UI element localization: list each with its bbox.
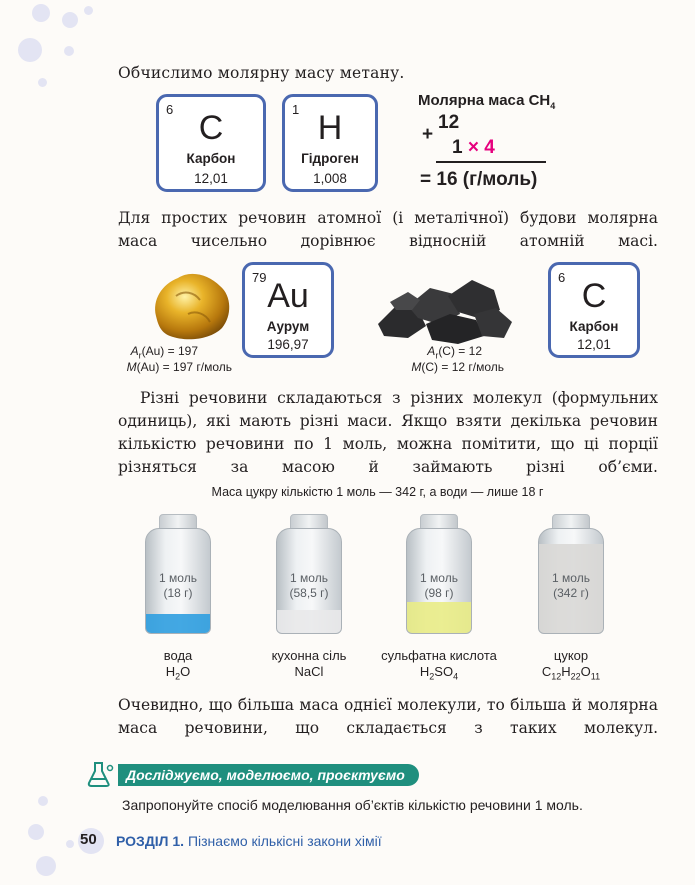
calc-result: = 16 (г/моль) xyxy=(420,169,538,190)
jar-label-amount: 1 моль xyxy=(552,571,590,585)
atomic-number: 1 xyxy=(292,102,300,117)
coal-ar-caption: $A_r(C) = 12$ xyxy=(427,344,482,361)
flask-icon xyxy=(86,760,114,788)
paragraph-conclusion: Очевидно, що більша маса однієї молекули, то більша й молярна маса речовини, що складається з таких молекул. xyxy=(118,696,658,737)
element-name: Карбон xyxy=(569,319,619,334)
element-tile-carbon-2 xyxy=(548,262,640,358)
jar-salt xyxy=(276,514,342,634)
paragraph-simple-substances: Для простих речовин атомної (і металічної) будови молярна маса чисельно дорівнює відносній атомній масі. xyxy=(118,209,658,250)
element-mass: 12,01 xyxy=(194,171,228,186)
jar-name: вода xyxy=(163,648,193,663)
calc-title: Молярна маса $CH_4$ xyxy=(418,92,556,111)
element-mass: 12,01 xyxy=(577,337,611,352)
jar-label-mass: (342 г) xyxy=(553,586,589,600)
element-tile-hydrogen xyxy=(282,94,378,192)
element-symbol: C xyxy=(581,277,607,315)
jar-name: цукор xyxy=(553,648,589,663)
paragraph-different-substances: Різні речовини складаються з різних молекул (формульних одиниць), які мають різні маси. Якщо взяти декілька речовин кількістю речовини по 1 моль, можна помітити, що ці порції різняться за масою й займають різні об’єми. xyxy=(118,389,658,476)
page-number: 50 xyxy=(80,831,97,848)
coal-m-caption: M(C) = 12 г/моль xyxy=(411,360,504,374)
jar-label-mass: (98 г) xyxy=(424,586,454,600)
calc-plus: + xyxy=(422,124,434,145)
coal-image xyxy=(368,266,518,346)
jar-label-amount: 1 моль xyxy=(290,571,328,585)
gold-m-caption: M(Au) = 197 г/моль xyxy=(126,360,232,374)
atomic-number: 79 xyxy=(252,270,267,285)
element-name: Гідроген xyxy=(301,151,359,166)
element-symbol: Au xyxy=(267,277,309,315)
calc-line2: 1 × 4 xyxy=(452,137,495,158)
jar-label-amount: 1 моль xyxy=(159,571,197,585)
footer-section-label: РОЗДІЛ 1. xyxy=(116,833,185,849)
atomic-number: 6 xyxy=(558,270,566,285)
jar-name: кухонна сіль xyxy=(271,648,347,663)
intro-text: Обчислимо молярну масу метану. xyxy=(118,64,405,82)
element-mass: 196,97 xyxy=(267,337,309,352)
element-tile-carbon xyxy=(156,94,266,192)
jar-sulfuric-acid xyxy=(406,514,472,634)
jar-formula: $H_2SO_4$ xyxy=(419,664,459,682)
jar-label-mass: (58,5 г) xyxy=(289,586,329,600)
element-mass: 1,008 xyxy=(313,171,347,186)
jar-name: сульфатна кислота xyxy=(381,648,497,663)
jar-fill xyxy=(277,610,341,633)
gold-nugget-image xyxy=(148,266,234,344)
jar-formula: $H_2O$ xyxy=(165,664,191,682)
multiplier: × 4 xyxy=(467,137,495,158)
research-banner: Досліджуємо, моделюємо, проєктуємо xyxy=(118,764,419,786)
element-name: Аурум xyxy=(266,319,310,334)
jar-water xyxy=(145,514,211,634)
calc-divider xyxy=(436,161,546,163)
gold-ar-caption: $A_r(Au) = 197$ xyxy=(130,344,198,361)
element-tile-gold xyxy=(242,262,334,358)
element-name: Карбон xyxy=(186,151,236,166)
calc-line1: 12 xyxy=(438,112,460,133)
footer-section xyxy=(116,833,382,849)
jar-fill xyxy=(407,602,471,633)
jar-formula: $C_{12}H_{22}O_{11}$ xyxy=(541,664,601,682)
jar-formula: NaCl xyxy=(294,664,324,679)
element-symbol: C xyxy=(198,109,224,147)
jar-sugar xyxy=(538,514,604,634)
element-symbol: H xyxy=(317,109,343,147)
jars-caption: Маса цукру кількістю 1 моль — 342 г, а води — лише 18 г xyxy=(211,485,544,499)
jar-label-amount: 1 моль xyxy=(420,571,458,585)
jar-fill xyxy=(146,614,210,633)
research-task: Запропонуйте спосіб моделювання об’єктів кількістю речовини 1 моль. xyxy=(122,797,583,813)
jar-label-mass: (18 г) xyxy=(163,586,193,600)
atomic-number: 6 xyxy=(166,102,174,117)
footer-section-title: Пізнаємо кількісні закони хімії xyxy=(187,833,382,849)
